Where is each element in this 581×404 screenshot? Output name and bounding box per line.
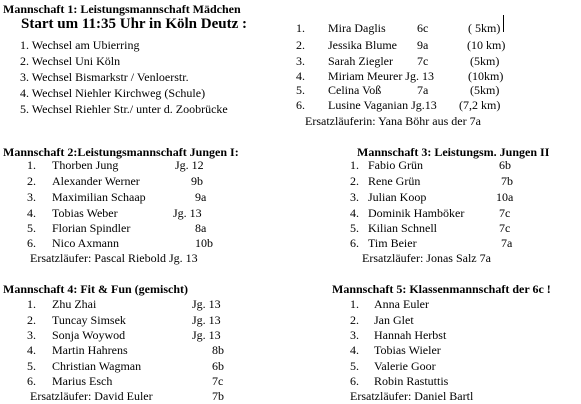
m3-runner-6 bbox=[350, 235, 530, 251]
runner-number: 5. bbox=[350, 359, 359, 373]
m1-runner-1 bbox=[296, 20, 566, 36]
m5-runner-2 bbox=[350, 312, 530, 328]
m5-runner-1 bbox=[350, 296, 530, 312]
runner-distance: (5km) bbox=[470, 54, 500, 68]
m2-runner-6 bbox=[27, 235, 227, 251]
text-cursor bbox=[503, 15, 504, 32]
m3-runner-3 bbox=[350, 189, 530, 205]
m3-runner-1 bbox=[350, 157, 530, 173]
runner-name: Tuncay Simsek bbox=[52, 313, 126, 327]
m5-runner-6 bbox=[350, 373, 530, 389]
runner-number: 3. bbox=[350, 190, 359, 204]
m4-ersatz bbox=[30, 388, 230, 404]
runner-name: Julian Koop bbox=[368, 190, 427, 204]
m5-title: Mannschaft 5: Klassenmannschaft der 6c ! bbox=[332, 282, 551, 296]
runner-number: 5. bbox=[27, 221, 36, 235]
runner-number: 5. bbox=[350, 221, 359, 235]
runner-name: Jan Glet bbox=[374, 313, 414, 327]
runner-number: 6. bbox=[27, 236, 36, 250]
m5-runner-3 bbox=[350, 327, 530, 343]
m2-ersatz: Ersatzläufer: Pascal Riebold Jg. 13 bbox=[30, 251, 198, 265]
m3-runner-2 bbox=[350, 173, 530, 189]
m3-ersatz: Ersatzläufer: Jonas Salz 7a bbox=[362, 251, 491, 265]
runner-name: Miriam Meurer Jg. 13 bbox=[328, 69, 434, 83]
m4-title: Mannschaft 4: Fit & Fun (gemischt) bbox=[3, 282, 188, 296]
runner-name: Kilian Schnell bbox=[368, 221, 437, 235]
runner-distance: (7,2 km) bbox=[459, 98, 501, 112]
m1-wechsel-4: 4. Wechsel Niehler Kirchweg (Schule) bbox=[20, 86, 206, 100]
runner-name: Robin Rastuttis bbox=[374, 374, 449, 388]
runner-name: Tim Beier bbox=[368, 236, 417, 250]
runner-number: 4. bbox=[27, 206, 36, 220]
runner-number: 1. bbox=[27, 297, 36, 311]
runner-class: 7a bbox=[501, 236, 513, 250]
runner-number: 2. bbox=[27, 174, 36, 188]
runner-class: 10a bbox=[496, 190, 514, 204]
m2-runner-5 bbox=[27, 220, 227, 236]
m1-start-line: Start um 11:35 Uhr in Köln Deutz : bbox=[21, 16, 247, 32]
m3-runner-5 bbox=[350, 220, 530, 236]
runner-number: 1. bbox=[350, 297, 359, 311]
runner-name: Florian Spindler bbox=[52, 221, 131, 235]
runner-name: Celina Voß bbox=[328, 83, 382, 97]
runner-class: Jg. 13 bbox=[173, 206, 202, 220]
m4-runner-5 bbox=[27, 358, 227, 374]
runner-class: 10b bbox=[195, 236, 213, 250]
m2-runner-4 bbox=[27, 205, 227, 221]
runner-number: 1. bbox=[27, 158, 36, 172]
m4-runner-2 bbox=[27, 312, 227, 328]
ersatz-name: Ersatzläufer: David Euler bbox=[30, 389, 153, 403]
runner-class: 7a bbox=[417, 83, 429, 97]
runner-name: Fabio Grün bbox=[368, 158, 423, 172]
runner-class: Jg. 13 bbox=[192, 328, 221, 342]
m1-wechsel-1: 1. Wechsel am Ubierring bbox=[20, 38, 140, 52]
runner-number: 4. bbox=[296, 69, 305, 83]
runner-name: Thorben Jung bbox=[52, 158, 119, 172]
runner-name: Nico Axmann bbox=[52, 236, 119, 250]
runner-name: Lusine Vaganian Jg.13 bbox=[328, 98, 437, 112]
runner-number: 5. bbox=[27, 359, 36, 373]
runner-number: 2. bbox=[27, 313, 36, 327]
m5-ersatz: Ersatzläufer: Daniel Bartl bbox=[350, 389, 474, 403]
m2-runner-1 bbox=[27, 157, 227, 173]
runner-class: 7c bbox=[212, 374, 224, 388]
runner-number: 6. bbox=[350, 374, 359, 388]
runner-number: 6. bbox=[27, 374, 36, 388]
m4-runner-1 bbox=[27, 296, 227, 312]
m5-runner-5 bbox=[350, 358, 530, 374]
runner-class: Jg. 13 bbox=[192, 297, 221, 311]
m1-wechsel-2: 2. Wechsel Uni Köln bbox=[20, 54, 121, 68]
runner-number: 6. bbox=[350, 236, 359, 250]
runner-number: 2. bbox=[350, 174, 359, 188]
runner-number: 3. bbox=[27, 190, 36, 204]
m4-runner-6 bbox=[27, 373, 227, 389]
m1-runner-2 bbox=[296, 37, 566, 53]
m1-runner-6 bbox=[296, 97, 566, 113]
runner-class: 6b bbox=[212, 359, 224, 373]
runner-name: Mira Daglis bbox=[328, 21, 386, 35]
runner-name: Anna Euler bbox=[374, 297, 429, 311]
runner-distance: (5km) bbox=[470, 83, 500, 97]
runner-number: 1. bbox=[350, 158, 359, 172]
runner-number: 3. bbox=[296, 54, 305, 68]
runner-number: 4. bbox=[350, 343, 359, 357]
runner-class: 8a bbox=[195, 221, 207, 235]
m1-runner-3 bbox=[296, 53, 566, 69]
runner-number: 4. bbox=[350, 206, 359, 220]
runner-name: Sarah Ziegler bbox=[328, 54, 393, 68]
m1-title: Mannschaft 1: Leistungsmannschaft Mädchen bbox=[3, 2, 241, 16]
runner-name: Martin Hahrens bbox=[52, 343, 128, 357]
m2-runner-3 bbox=[27, 189, 227, 205]
m2-title: Mannschaft 2:Leistungsmannschaft Jungen I: bbox=[3, 145, 239, 159]
runner-class: 8b bbox=[212, 343, 224, 357]
m1-runner-5 bbox=[296, 82, 566, 98]
runner-name: Christian Wagman bbox=[52, 359, 142, 373]
runner-number: 3. bbox=[27, 328, 36, 342]
runner-name: Alexander Werner bbox=[52, 174, 140, 188]
runner-number: 2. bbox=[296, 38, 305, 52]
m3-runner-4 bbox=[350, 205, 530, 221]
runner-distance: ( 5km) bbox=[468, 21, 501, 35]
runner-class: 6c bbox=[417, 21, 429, 35]
runner-number: 2. bbox=[350, 313, 359, 327]
m1-wechsel-3: 3. Wechsel Bismarkstr / Venloerstr. bbox=[20, 70, 189, 84]
m2-runner-2 bbox=[27, 173, 227, 189]
runner-distance: (10 km) bbox=[467, 38, 506, 52]
m4-runner-3 bbox=[27, 327, 227, 343]
runner-class: 9a bbox=[417, 38, 429, 52]
runner-number: 4. bbox=[27, 343, 36, 357]
runner-name: Dominik Hamböker bbox=[368, 206, 465, 220]
m3-title: Mannschaft 3: Leistungsm. Jungen II bbox=[357, 145, 550, 159]
runner-class: Jg. 12 bbox=[175, 158, 204, 172]
runner-name: Tobias Wieler bbox=[374, 343, 441, 357]
m1-wechsel-5: 5. Wechsel Riehler Str./ unter d. Zoobrücke bbox=[20, 102, 228, 116]
runner-name: Zhu Zhai bbox=[52, 297, 97, 311]
runner-name: Hannah Herbst bbox=[374, 328, 447, 342]
runner-number: 3. bbox=[350, 328, 359, 342]
runner-class: 7c bbox=[499, 206, 511, 220]
runner-number: 5. bbox=[296, 83, 305, 97]
runner-class: 7c bbox=[417, 54, 429, 68]
ersatz-class: 7b bbox=[212, 389, 224, 403]
runner-number: 1. bbox=[296, 21, 305, 35]
runner-class: 9a bbox=[195, 190, 207, 204]
runner-name: Valerie Goor bbox=[374, 359, 436, 373]
runner-name: Tobias Weber bbox=[52, 206, 118, 220]
runner-distance: (10km) bbox=[468, 69, 504, 83]
runner-name: Marius Esch bbox=[52, 374, 113, 388]
runner-number: 6. bbox=[296, 98, 305, 112]
runner-class: 7b bbox=[501, 174, 513, 188]
runner-class: 7c bbox=[499, 221, 511, 235]
runner-class: 9b bbox=[191, 174, 203, 188]
runner-name: Rene Grün bbox=[368, 174, 421, 188]
runner-class: 6b bbox=[499, 158, 511, 172]
m4-runner-4 bbox=[27, 342, 227, 358]
m5-runner-4 bbox=[350, 342, 530, 358]
m1-ersatz: Ersatzläuferin: Yana Böhr aus der 7a bbox=[305, 114, 481, 128]
runner-name: Jessika Blume bbox=[328, 38, 397, 52]
runner-class: Jg. 13 bbox=[192, 313, 221, 327]
runner-name: Sonja Woywod bbox=[52, 328, 126, 342]
runner-name: Maximilian Schaap bbox=[52, 190, 146, 204]
